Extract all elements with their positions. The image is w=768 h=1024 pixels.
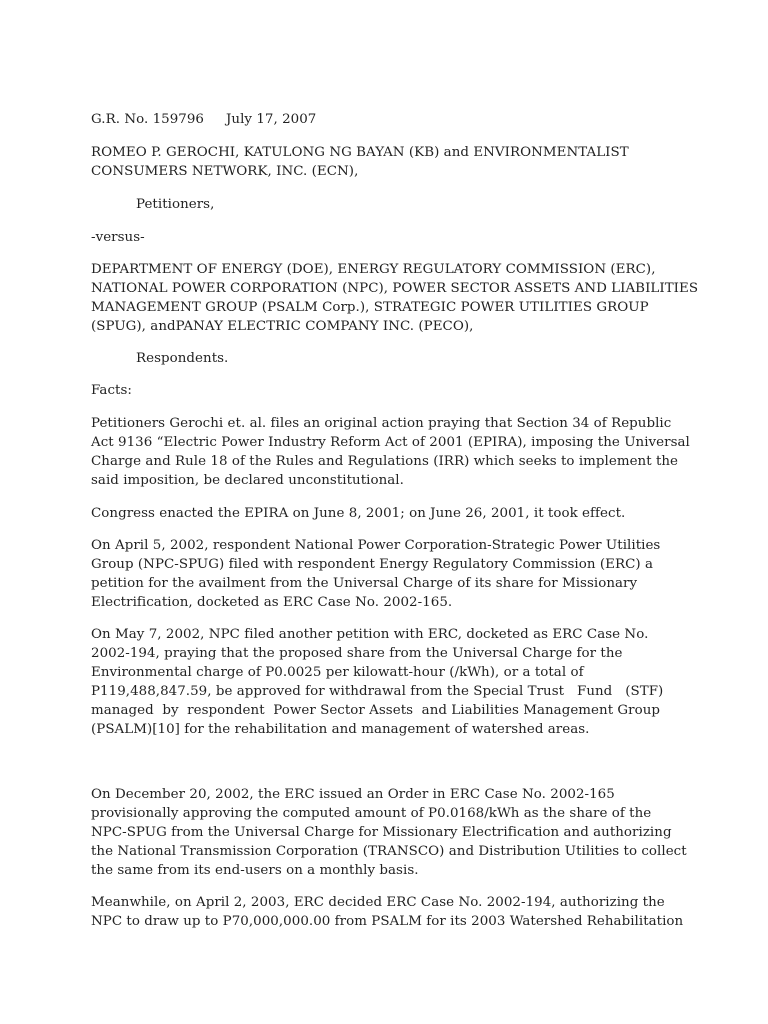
- paragraph-line: Meanwhile, on April 2, 2003, ERC decided ERC Case No. 2002-194, authorizing the: [91, 895, 665, 910]
- respondents-line: (SPUG), andPANAY ELECTRIC COMPANY INC. (PECO),: [91, 319, 474, 334]
- respondents-line: NATIONAL POWER CORPORATION (NPC), POWER SECTOR ASSETS AND LIABILITIES: [91, 281, 699, 296]
- petitioners-line: ROMEO P. GEROCHI, KATULONG NG BAYAN (KB) and ENVIRONMENTALIST: [91, 145, 629, 160]
- paragraph-line: Group (NPC-SPUG) filed with respondent Energy Regulatory Commission (ERC) a: [91, 557, 653, 572]
- paragraph-line: NPC-SPUG from the Universal Charge for Missionary Electrification and authorizing: [91, 825, 672, 840]
- paragraph-line: provisionally approving the computed amount of P0.0168/kWh as the share of the: [91, 806, 652, 821]
- versus-label: -versus-: [91, 230, 145, 245]
- paragraph-line: On April 5, 2002, respondent National Power Corporation-Strategic Power Utilities: [91, 538, 661, 553]
- case-date: July 17, 2007: [226, 112, 317, 127]
- paragraph-line: managed by respondent Power Sector Assets and Liabilities Management Group: [91, 703, 661, 718]
- respondents-line: DEPARTMENT OF ENERGY (DOE), ENERGY REGULATORY COMMISSION (ERC),: [91, 262, 656, 277]
- petitioners-line: CONSUMERS NETWORK, INC. (ECN),: [91, 164, 359, 179]
- paragraph-line: the National Transmission Corporation (TRANSCO) and Distribution Utilities to collect: [91, 844, 687, 859]
- paragraph-line: Electrification, docketed as ERC Case No. 2002-165.: [91, 595, 453, 610]
- paragraph-line: Petitioners Gerochi et. al. files an original action praying that Section 34 of Republic: [91, 416, 672, 431]
- paragraph-line: 2002-194, praying that the proposed share from the Universal Charge for the: [91, 646, 623, 661]
- paragraph-line: On May 7, 2002, NPC filed another petition with ERC, docketed as ERC Case No.: [91, 627, 649, 642]
- paragraph-line: Charge and Rule 18 of the Rules and Regulations (IRR) which seeks to implement the: [91, 454, 679, 469]
- paragraph-line: the same from its end-users on a monthly basis.: [91, 863, 419, 878]
- paragraph-line: said imposition, be declared unconstitutional.: [91, 473, 404, 488]
- paragraph-line: Environmental charge of P0.0025 per kilowatt-hour (/kWh), or a total of: [91, 665, 584, 680]
- case-number: G.R. No. 159796: [91, 112, 204, 127]
- paragraph-line: (PSALM)[10] for the rehabilitation and management of watershed areas.: [91, 722, 590, 737]
- paragraph-line: petition for the availment from the Universal Charge of its share for Missionary: [91, 576, 638, 591]
- respondents-label: Respondents.: [136, 351, 229, 366]
- petitioners-label: Petitioners,: [136, 197, 215, 212]
- paragraph-line: On December 20, 2002, the ERC issued an Order in ERC Case No. 2002-165: [91, 787, 615, 802]
- facts-heading: Facts:: [91, 383, 132, 398]
- paragraph-line: P119,488,847.59, be approved for withdrawal from the Special Trust Fund (STF): [91, 684, 664, 699]
- paragraph-line: Act 9136 “Electric Power Industry Reform Act of 2001 (EPIRA), imposing the Universal: [91, 435, 690, 450]
- respondents-line: MANAGEMENT GROUP (PSALM Corp.), STRATEGIC POWER UTILITIES GROUP: [91, 300, 649, 315]
- paragraph-line: Congress enacted the EPIRA on June 8, 2001; on June 26, 2001, it took effect.: [91, 506, 626, 521]
- paragraph-line: NPC to draw up to P70,000,000.00 from PSALM for its 2003 Watershed Rehabilitation: [91, 914, 684, 929]
